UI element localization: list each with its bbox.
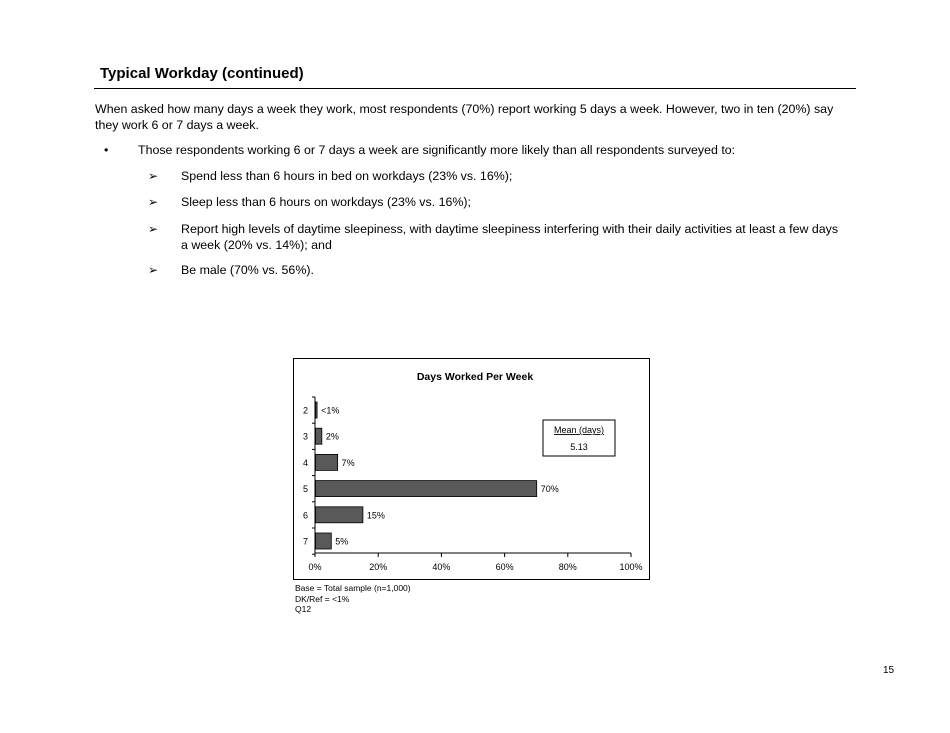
category-label: 6 xyxy=(302,510,308,521)
chart-container xyxy=(293,358,650,580)
mean-box-label: Mean (days) xyxy=(553,425,605,435)
page-title: Typical Workday (continued) xyxy=(100,65,304,82)
value-label: 15% xyxy=(366,510,385,521)
sub-item-text: Spend less than 6 hours in bed on workdays (23% vs. 16%); xyxy=(181,169,513,183)
value-label: <1% xyxy=(321,405,340,416)
category-label: 5 xyxy=(302,484,308,495)
footnote-base: Base = Total sample (n=1,000) xyxy=(295,583,411,593)
value-label: 5% xyxy=(335,536,349,547)
value-label: 2% xyxy=(325,431,339,442)
arrow-bullet-icon: ➢ xyxy=(148,222,159,236)
bar-days-6 xyxy=(316,507,363,523)
value-label: 70% xyxy=(540,484,559,495)
category-label: 7 xyxy=(302,536,308,547)
sub-item-text: Report high levels of daytime sleepiness, with daytime sleepiness interfering with their daily activities at least a few days a week (20% vs. 14%); and xyxy=(181,222,839,252)
arrow-bullet-icon: ➢ xyxy=(148,169,159,183)
bar-days-3 xyxy=(316,428,322,444)
bar-days-2 xyxy=(316,402,318,418)
x-tick-label: 40% xyxy=(432,562,451,572)
footnote-question: Q12 xyxy=(295,604,312,614)
sub-item-text: Be male (70% vs. 56%). xyxy=(181,263,314,277)
arrow-bullet-icon: ➢ xyxy=(148,263,159,277)
x-tick-label: 20% xyxy=(369,562,388,572)
bullet-marker: • xyxy=(104,143,109,157)
mean-box xyxy=(543,420,615,456)
category-label: 2 xyxy=(302,405,308,416)
value-label: 7% xyxy=(341,457,355,468)
x-tick-label: 0% xyxy=(308,562,322,572)
page-number: 15 xyxy=(883,665,895,676)
title-divider xyxy=(94,88,856,89)
bar-days-7 xyxy=(316,533,332,549)
days-worked-chart xyxy=(294,359,651,581)
bar-days-4 xyxy=(316,454,338,470)
x-tick-label: 100% xyxy=(619,562,643,572)
bar-days-5 xyxy=(316,481,537,497)
x-tick-label: 60% xyxy=(495,562,514,572)
x-tick-label: 80% xyxy=(558,562,577,572)
category-label: 4 xyxy=(302,457,308,468)
mean-box-value: 5.13 xyxy=(570,442,588,452)
chart-title: Days Worked Per Week xyxy=(416,371,534,383)
intro-paragraph: When asked how many days a week they work, most respondents (70%) report working 5 days a week. However, two in ten (20%) say they work 6 or 7 days a week. xyxy=(95,102,834,132)
sub-item-text: Sleep less than 6 hours on workdays (23% vs. 16%); xyxy=(181,195,471,209)
bullet-text: Those respondents working 6 or 7 days a week are significantly more likely than all respondents surveyed to: xyxy=(138,143,736,157)
footnote-dkref: DK/Ref = <1% xyxy=(295,594,350,604)
category-label: 3 xyxy=(302,431,308,442)
arrow-bullet-icon: ➢ xyxy=(148,195,159,209)
